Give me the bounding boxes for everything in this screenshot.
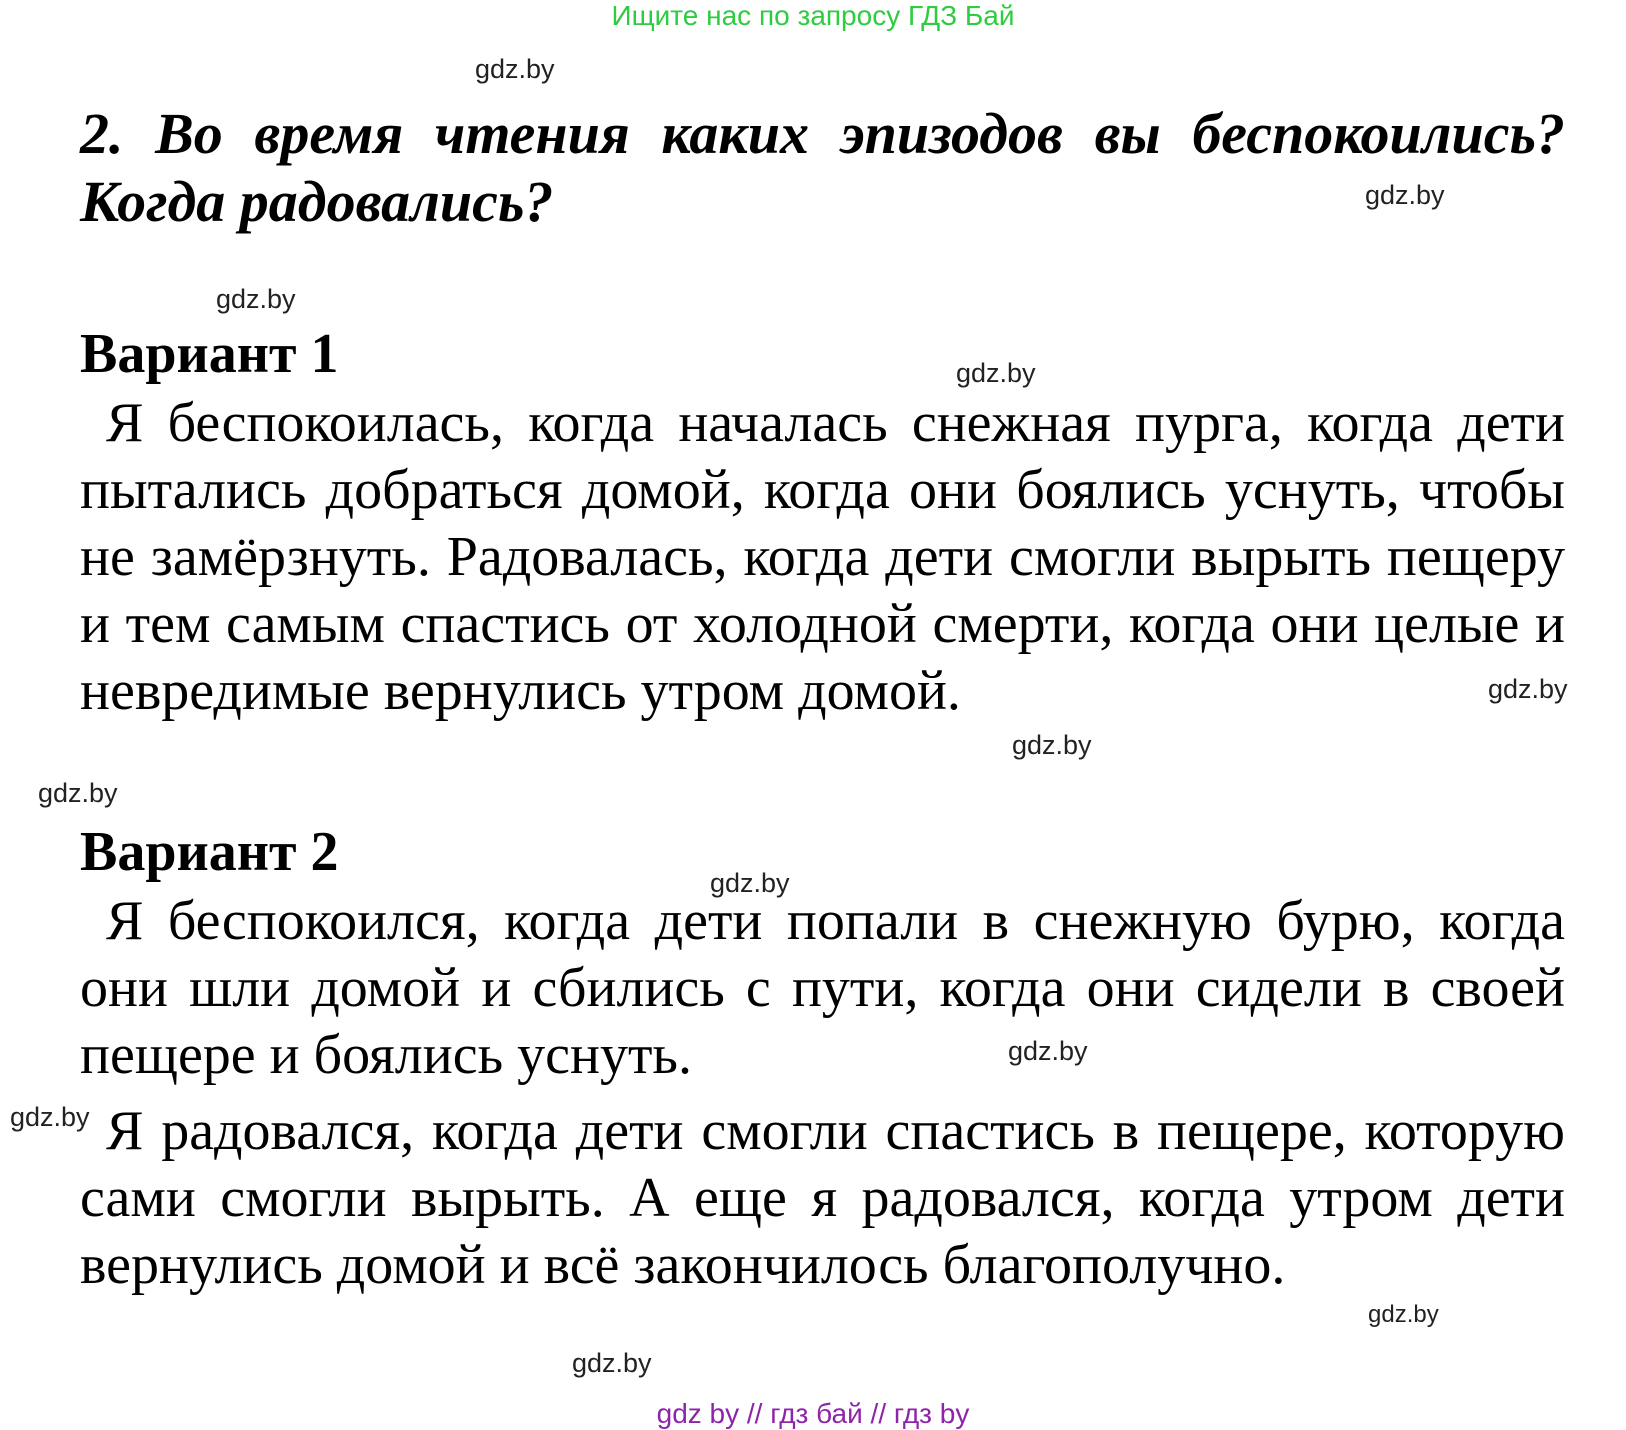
question-heading: 2. Во время чтения каких эпизодов вы беспокоились? Когда радовались? (80, 101, 1565, 234)
watermark: gdz.by (38, 778, 118, 808)
footer-links: gdz by // гдз бай // гдз by (656, 1398, 970, 1429)
watermark: gdz.by (475, 54, 555, 84)
watermark: gdz.by (572, 1348, 652, 1378)
watermark: gdz.by (956, 358, 1036, 388)
variant-2-paragraph-2: Я радовался, когда дети смогли спастись в пещере, которую сами смогли вырыть. А еще я радовался, когда утром дети вернулись домой и всё закончилось благополучно. (80, 1100, 1565, 1296)
variant-1-paragraph: Я беспокоилась, когда началась снежная пурга, когда дети пытались добраться домой, когда они боялись уснуть, чтобы не замёрзнуть. Радовалась, когда дети смогли вырыть пещеру и тем самым спастись от холодной смерти, когда они целые и невредимые вернулись утром домой. (80, 392, 1565, 722)
watermark: gdz.by (710, 868, 790, 898)
watermark: gdz.by (1012, 730, 1092, 760)
watermark: gdz.by (1365, 180, 1445, 210)
top-banner: Ищите нас по запросу ГДЗ Бай (611, 0, 1015, 31)
watermark: gdz.by (1368, 1301, 1439, 1328)
variant-2-paragraph-1: Я беспокоился, когда дети попали в снежную бурю, когда они шли домой и сбились с пути, когда они сидели в своей пещере и боялись уснуть. (80, 890, 1565, 1086)
variant-1-title: Вариант 1 (80, 323, 339, 385)
variant-2-title: Вариант 2 (80, 821, 339, 883)
watermark: gdz.by (216, 284, 296, 314)
watermark: gdz.by (1488, 674, 1568, 704)
watermark: gdz.by (10, 1102, 90, 1132)
watermark: gdz.by (1008, 1036, 1088, 1066)
